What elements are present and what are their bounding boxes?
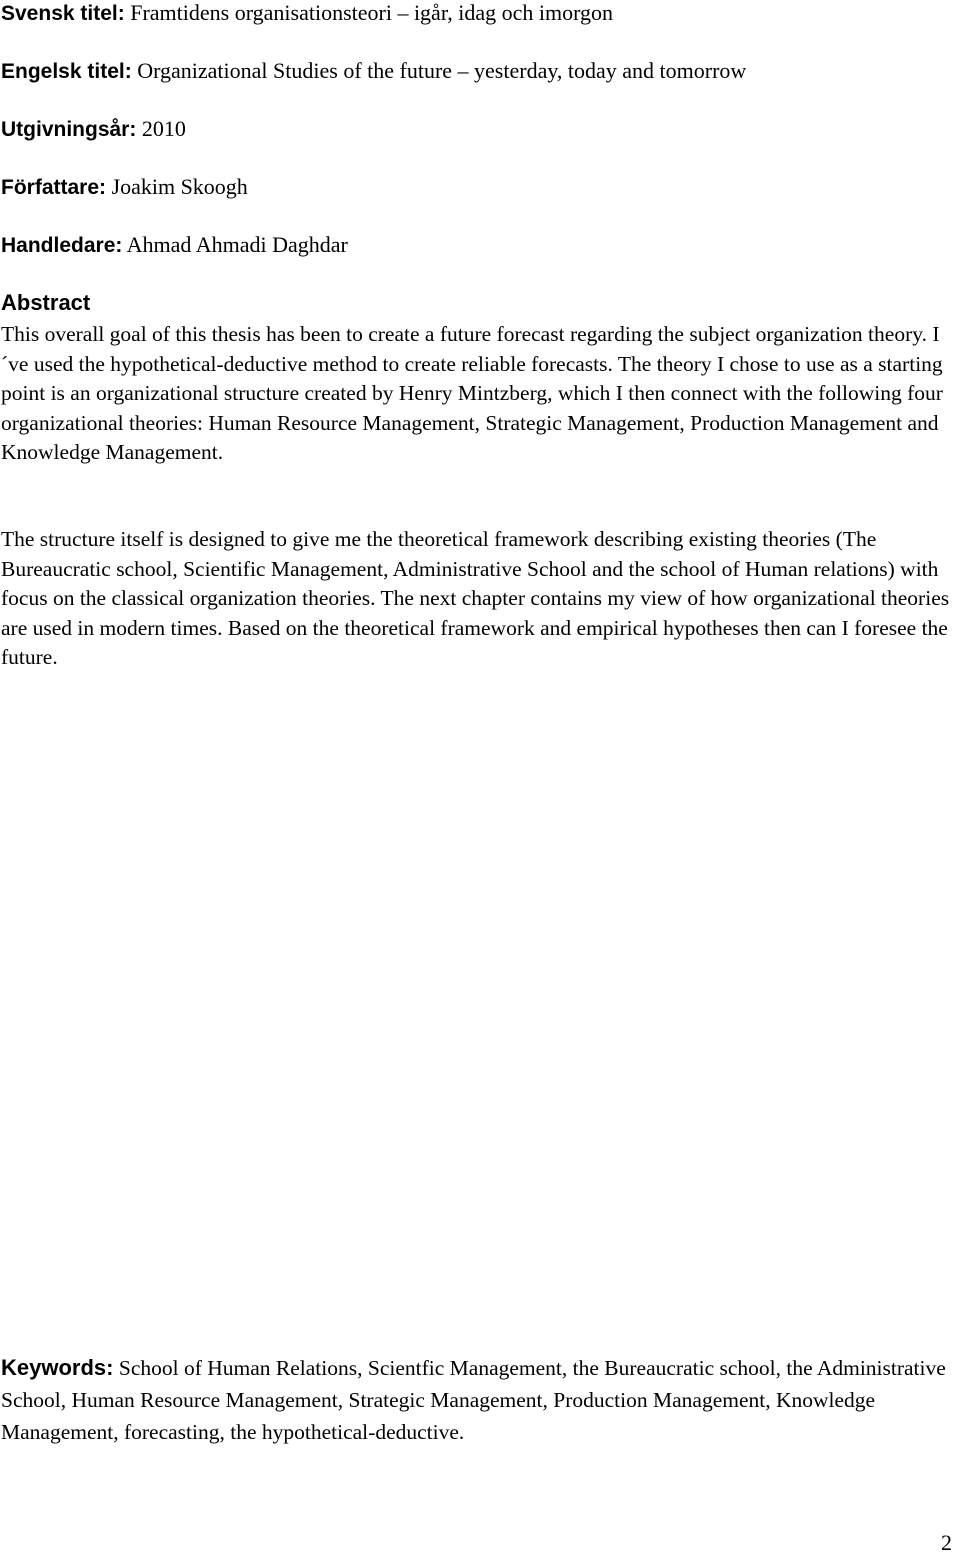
author-label: Författare:	[1, 176, 107, 199]
year-value: 2010	[141, 116, 186, 141]
abstract-heading: Abstract	[1, 290, 91, 315]
abstract-paragraph-2: The structure itself is designed to give me the theoretical framework describing existing theories (The Bureaucratic school, Scientific Management, Administrative School and the school of Human relations) with focus on the classical organization theories. The next chapter contains my view of how organizational theories are used in modern times. Based on the theoretical framework and empirical hypotheses then can I foresee the future.	[1, 527, 950, 669]
supervisor-label: Handledare:	[1, 234, 123, 257]
swedish-title-line	[1, 0, 613, 27]
english-title-label: Engelsk titel:	[1, 60, 132, 83]
author-value: Joakim Skoogh	[111, 174, 248, 199]
keywords-value: School of Human Relations, Scientfic Management, the Bureaucratic school, the Administrative School, Human Resource Management, Strategic Management, Production Management, Knowledge Management, forecasting, the hypothetical-deductive.	[1, 1356, 946, 1444]
english-title-line	[1, 58, 746, 85]
year-line	[1, 116, 186, 143]
abstract-paragraph-1: This overall goal of this thesis has been to create a future forecast regarding the subject organization theory. I´ve used the hypothetical-deductive method to create reliable forecasts. The theory I chose to use as a starting point is an organizational structure created by Henry Mintzberg, which I then connect with the following four organizational theories: Human Resource Management, Strategic Management, Production Management and Knowledge Management.	[1, 322, 943, 464]
author-line	[1, 174, 248, 201]
swedish-title-value: Framtidens organisationsteori – igår, idag och imorgon	[130, 0, 614, 25]
supervisor-line	[1, 232, 348, 259]
swedish-title-label: Svensk titel:	[1, 2, 125, 25]
english-title-value: Organizational Studies of the future – yesterday, today and tomorrow	[137, 58, 747, 83]
keywords-label: Keywords:	[1, 1355, 114, 1380]
supervisor-value: Ahmad Ahmadi Daghdar	[126, 232, 348, 257]
keywords-block	[1, 1352, 951, 1448]
year-label: Utgivningsår:	[1, 118, 137, 141]
page-number: 2	[941, 1530, 952, 1555]
